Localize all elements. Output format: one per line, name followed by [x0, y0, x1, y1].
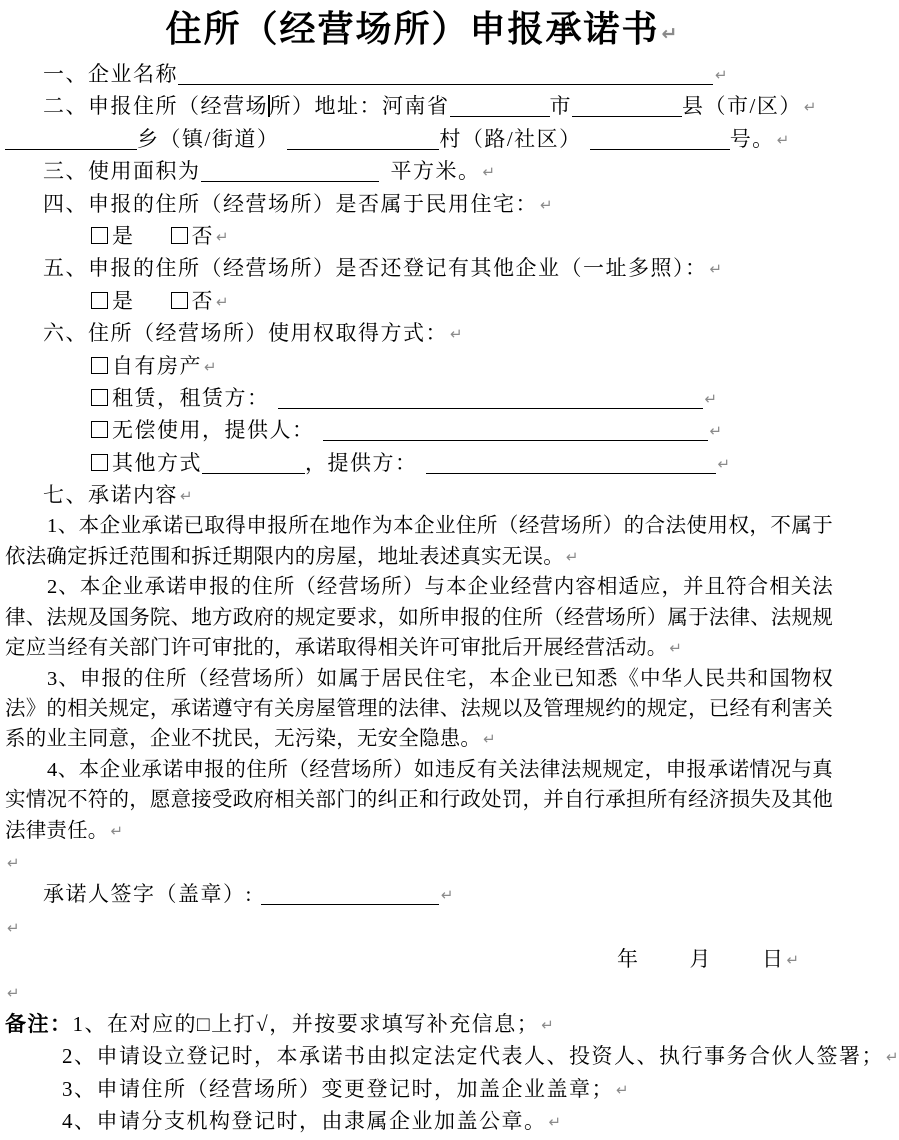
yes-checkbox[interactable] [91, 227, 108, 244]
option-free-use-row [5, 414, 838, 446]
paragraph-mark-icon: ↵ [7, 983, 20, 1002]
item-commitment-header-row [5, 479, 838, 511]
no-label: 否 [191, 223, 214, 248]
paragraph-mark-icon: ↵ [216, 292, 229, 311]
item-commitment-header-label: 七、承诺内容 [43, 483, 178, 508]
paragraph-mark-icon: ↵ [709, 260, 723, 279]
no-label: 否 [191, 288, 214, 313]
paragraph-mark-icon: ↵ [616, 1080, 629, 1099]
paragraph-mark-icon: ↵ [776, 130, 790, 149]
notes-row-1 [5, 1008, 838, 1040]
notes-label: 备注： [5, 1011, 73, 1036]
paragraph-mark-icon: ↵ [669, 639, 682, 658]
free-use-label: 无偿使用，提供人： [112, 418, 315, 443]
signature-blank-field[interactable] [261, 880, 439, 905]
area-blank-field[interactable] [201, 157, 379, 182]
paragraph-mark-icon: ↵ [7, 918, 20, 937]
free-use-checkbox[interactable] [91, 421, 108, 438]
commitment-paragraph-4 [5, 755, 833, 846]
no-checkbox[interactable] [171, 292, 188, 309]
township-label: 乡（镇/街道） [137, 126, 280, 151]
township-blank-field[interactable] [287, 125, 439, 150]
multi-license-yes-no-row [5, 285, 838, 317]
notes-row-2 [5, 1040, 899, 1072]
date-row [5, 943, 838, 975]
paragraph-mark-icon: ↵ [110, 821, 124, 840]
commitment-paragraph-2 [5, 572, 833, 663]
other-method-label: 其他方式 [112, 450, 202, 475]
paragraph-mark-icon: ↵ [7, 853, 20, 872]
county-name-blank-field[interactable] [5, 125, 137, 150]
commitment-text: 1、本企业承诺已取得申报所在地作为本企业住所（经营场所）的合法使用权，不属于依法确定拆迁范围和拆迁期限内的房屋，地址表述真实无误。 [5, 515, 833, 568]
option-other-row [5, 447, 838, 479]
year-label: 年 [617, 947, 640, 972]
city-blank-field[interactable] [572, 92, 682, 117]
lessor-blank-field[interactable] [278, 384, 703, 409]
paragraph-mark-icon: ↵ [541, 1015, 554, 1034]
notes-row-3 [5, 1073, 838, 1105]
province-blank-field[interactable] [450, 92, 550, 117]
paragraph-mark-icon: ↵ [204, 357, 217, 376]
paragraph-mark-icon: ↵ [180, 487, 193, 506]
commitment-text: 3、申报的住所（经营场所）如属于居民住宅，本企业已知悉《中华人民共和国物权法》的相关规定，承诺遵守有关房屋管理的法律、法规以及管理规约的规定，已经有利害关系的业主同意，企业不扰民，无污染，无安全隐患。 [5, 667, 833, 751]
commitment-text: 2、本企业承诺申报的住所（经营场所）与本企业经营内容相适应，并且符合相关法律、法规及国务院、地方政府的规定要求，如所申报的住所（经营场所）属于法律、法规规定应当经有关部门许可审批的，承诺取得相关许可审批后开展经营活动。 [5, 576, 833, 660]
title-text: 住所（经营场所）申报承诺书 [165, 9, 660, 49]
document-title [5, 0, 838, 56]
paragraph-mark-icon: ↵ [565, 547, 579, 566]
yes-label: 是 [112, 223, 135, 248]
yes-label: 是 [112, 288, 135, 313]
number-label: 号。 [729, 126, 775, 151]
signature-row [5, 878, 838, 910]
paragraph-mark-icon: ↵ [450, 325, 463, 344]
county-label: 县（市/区） [682, 94, 802, 119]
provider-blank-field[interactable] [323, 416, 708, 441]
item-residential-question-row [5, 188, 838, 220]
item-address-row-2 [5, 123, 838, 155]
item-multi-license-question-label: 五、申报的住所（经营场所）是否还登记有其他企业（一址多照）： [43, 256, 708, 281]
paragraph-mark-icon: ↵ [717, 454, 731, 473]
item-usage-right-row [5, 317, 838, 349]
lease-checkbox[interactable] [91, 389, 108, 406]
item-address-row [5, 90, 838, 122]
paragraph-mark-icon: ↵ [803, 98, 817, 117]
note-item-3: 3、申请住所（经营场所）变更登记时，加盖企业盖章； [62, 1076, 614, 1101]
item-address-label-part1: 二、申报住所（经营场 [43, 94, 268, 119]
own-property-label: 自有房产 [112, 353, 202, 378]
option-own-property-row [5, 350, 838, 382]
paragraph-mark-icon: ↵ [709, 422, 723, 441]
village-blank-field[interactable] [590, 125, 730, 150]
lease-label: 租赁，租赁方： [112, 385, 270, 410]
item-area-label: 三、使用面积为 [43, 159, 201, 184]
notes-row-4 [5, 1105, 838, 1137]
paragraph-mark-icon: ↵ [661, 23, 678, 45]
paragraph-mark-icon: ↵ [482, 163, 496, 182]
paragraph-mark-icon: ↵ [216, 227, 229, 246]
other-method-checkbox[interactable] [91, 454, 108, 471]
item-usage-right-label: 六、住所（经营场所）使用权取得方式： [43, 321, 448, 346]
note-item-2: 2、申请设立登记时，本承诺书由拟定法定代表人、投资人、执行事务合伙人签署； [62, 1044, 884, 1069]
item-address-label-part2: 所）地址：河南省 [269, 94, 450, 119]
yes-checkbox[interactable] [91, 292, 108, 309]
village-label: 村（路/社区） [439, 126, 582, 151]
other-provider-blank-field[interactable] [426, 449, 716, 474]
note-item-1: 1、在对应的□上打√，并按要求填写补充信息； [72, 1011, 540, 1036]
paragraph-mark-icon: ↵ [786, 951, 800, 970]
company-name-blank-field[interactable] [178, 60, 713, 85]
item-residential-question-label: 四、申报的住所（经营场所）是否属于民用住宅： [43, 191, 538, 216]
commitment-paragraph-3 [5, 664, 833, 755]
day-label: 日 [762, 947, 785, 972]
month-label: 月 [689, 947, 712, 972]
paragraph-mark-icon: ↵ [886, 1048, 899, 1067]
paragraph-mark-icon: ↵ [483, 730, 496, 749]
empty-line [5, 846, 838, 878]
paragraph-mark-icon: ↵ [440, 886, 454, 905]
empty-line [5, 976, 838, 1008]
item-area-row [5, 155, 838, 187]
note-item-4: 4、申请分支机构登记时，由隶属企业加盖公章。 [62, 1109, 547, 1134]
paragraph-mark-icon: ↵ [548, 1113, 562, 1132]
own-property-checkbox[interactable] [91, 357, 108, 374]
other-provider-label: ，提供方： [305, 450, 418, 475]
item-company-name-row [5, 58, 838, 90]
paragraph-mark-icon: ↵ [540, 195, 553, 214]
commitment-paragraph-1 [5, 511, 833, 572]
option-lease-row [5, 382, 838, 414]
paragraph-mark-icon: ↵ [704, 389, 718, 408]
commitment-text: 4、本企业承诺申报的住所（经营场所）如违反有关法律法规规定，申报承诺情况与真实情况不符的，愿意接受政府相关部门的纠正和行政处罚，并自行承担所有经济损失及其他法律责任。 [5, 758, 833, 842]
item-company-name-label: 一、企业名称 [43, 62, 178, 86]
city-label: 市 [549, 94, 572, 119]
other-method-blank-field[interactable] [202, 449, 305, 474]
paragraph-mark-icon: ↵ [715, 66, 728, 84]
residential-yes-no-row [5, 220, 838, 252]
signature-label: 承诺人签字（盖章）: [43, 882, 253, 907]
item-multi-license-question-row [5, 252, 838, 284]
empty-line [5, 911, 838, 943]
area-unit-label: 平方米。 [390, 159, 481, 184]
no-checkbox[interactable] [171, 227, 188, 244]
